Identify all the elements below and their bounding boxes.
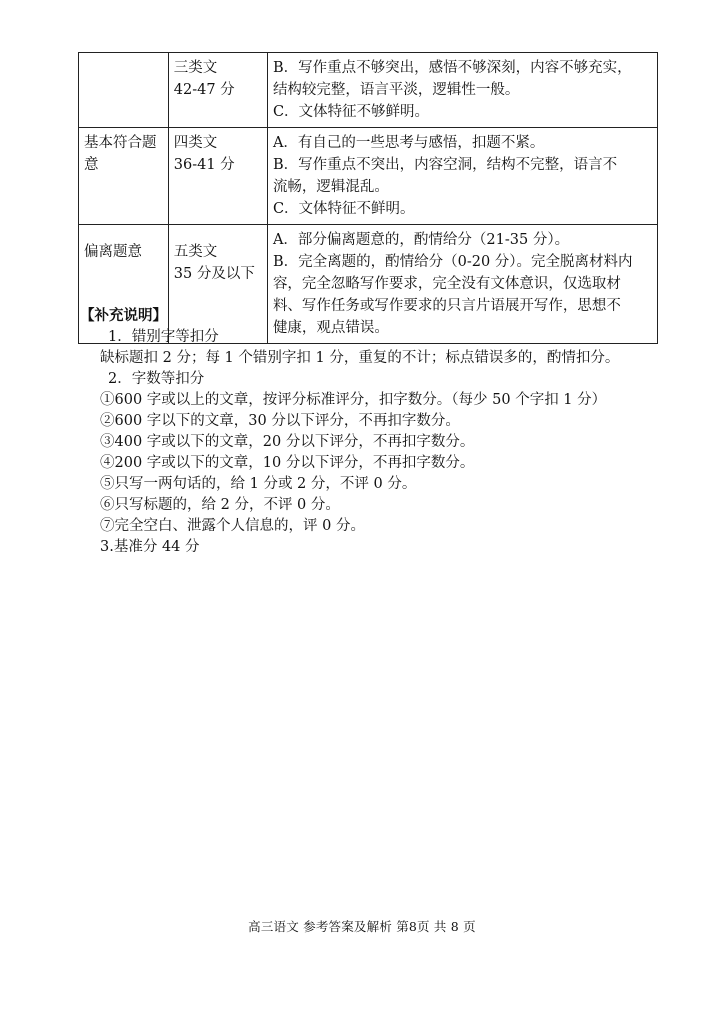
level-label: 偏离题意: [84, 244, 142, 260]
count-rule: ④200 字或以下的文章，10 分以下评分，不再扣字数分。: [100, 455, 475, 471]
description-line: 结构较完整，语言平淡，逻辑性一般。: [272, 82, 520, 98]
category-score: 35 分及以下: [173, 266, 255, 282]
description-line: C．文体特征不鲜明。: [272, 201, 415, 217]
count-heading: 2．字数等扣分: [108, 371, 205, 387]
description-cell: [267, 53, 657, 128]
description-line: A．有自己的一些思考与感悟，扣题不紧。: [272, 135, 545, 151]
description-line: 容，完全忽略写作要求，完全没有文体意识，仅选取材: [272, 276, 621, 292]
table-row: [79, 128, 658, 225]
description-line: B．完全离题的，酌情给分（0-20 分）。完全脱离材料内: [272, 254, 633, 270]
level-cell: [79, 53, 169, 128]
page-footer: 高三语文 参考答案及解析 第8页 共 8 页: [248, 919, 476, 934]
count-rule: ⑦完全空白、泄露个人信息的，评 0 分。: [100, 518, 365, 534]
count-rule: ③400 字或以下的文章，20 分以下评分，不再扣字数分。: [100, 434, 475, 450]
category-score: 42-47 分: [173, 82, 235, 98]
typo-heading: 1．错别字等扣分: [108, 329, 219, 345]
category-name: 三类文: [173, 60, 218, 76]
description-line: C．文体特征不够鲜明。: [272, 104, 430, 120]
typo-rule: 缺标题扣 2 分；每 1 个错别字扣 1 分，重复的不计；标点错误多的，酌情扣分。: [100, 350, 620, 366]
category-name: 四类文: [173, 135, 218, 151]
supplementary-notes: [80, 306, 680, 558]
category-score: 36-41 分: [173, 157, 235, 173]
description-line: 健康，观点错误。: [272, 320, 389, 336]
description-line: 流畅，逻辑混乱。: [272, 179, 389, 195]
count-rule: ⑥只写标题的，给 2 分，不评 0 分。: [100, 497, 340, 513]
description-line: 料、写作任务或写作要求的只言片语展开写作，思想不: [272, 298, 621, 314]
grading-table: [78, 52, 658, 344]
level-cell: [79, 128, 169, 225]
count-rule: ⑤只写一两句话的，给 1 分或 2 分，不评 0 分。: [100, 476, 417, 492]
description-cell: [267, 128, 657, 225]
notes-title: 【补充说明】: [80, 308, 167, 324]
count-rule: ②600 字以下的文章，30 分以下评分，不再扣字数分。: [100, 413, 460, 429]
description-line: A．部分偏离题意的，酌情给分（21-35 分）。: [272, 232, 570, 248]
category-name: 五类文: [173, 244, 218, 260]
level-label: 基本符合题意: [84, 135, 157, 173]
description-line: B．写作重点不突出，内容空洞，结构不完整，语言不: [272, 157, 618, 173]
description-line: B．写作重点不够突出，感悟不够深刻，内容不够充实，: [272, 60, 632, 76]
category-cell: [168, 128, 267, 225]
table-row: [79, 53, 658, 128]
base-score: 3.基准分 44 分: [100, 539, 200, 555]
count-rule: ①600 字或以上的文章，按评分标准评分，扣字数分。（每少 50 个字扣 1 分）: [100, 392, 607, 408]
category-cell: [168, 53, 267, 128]
